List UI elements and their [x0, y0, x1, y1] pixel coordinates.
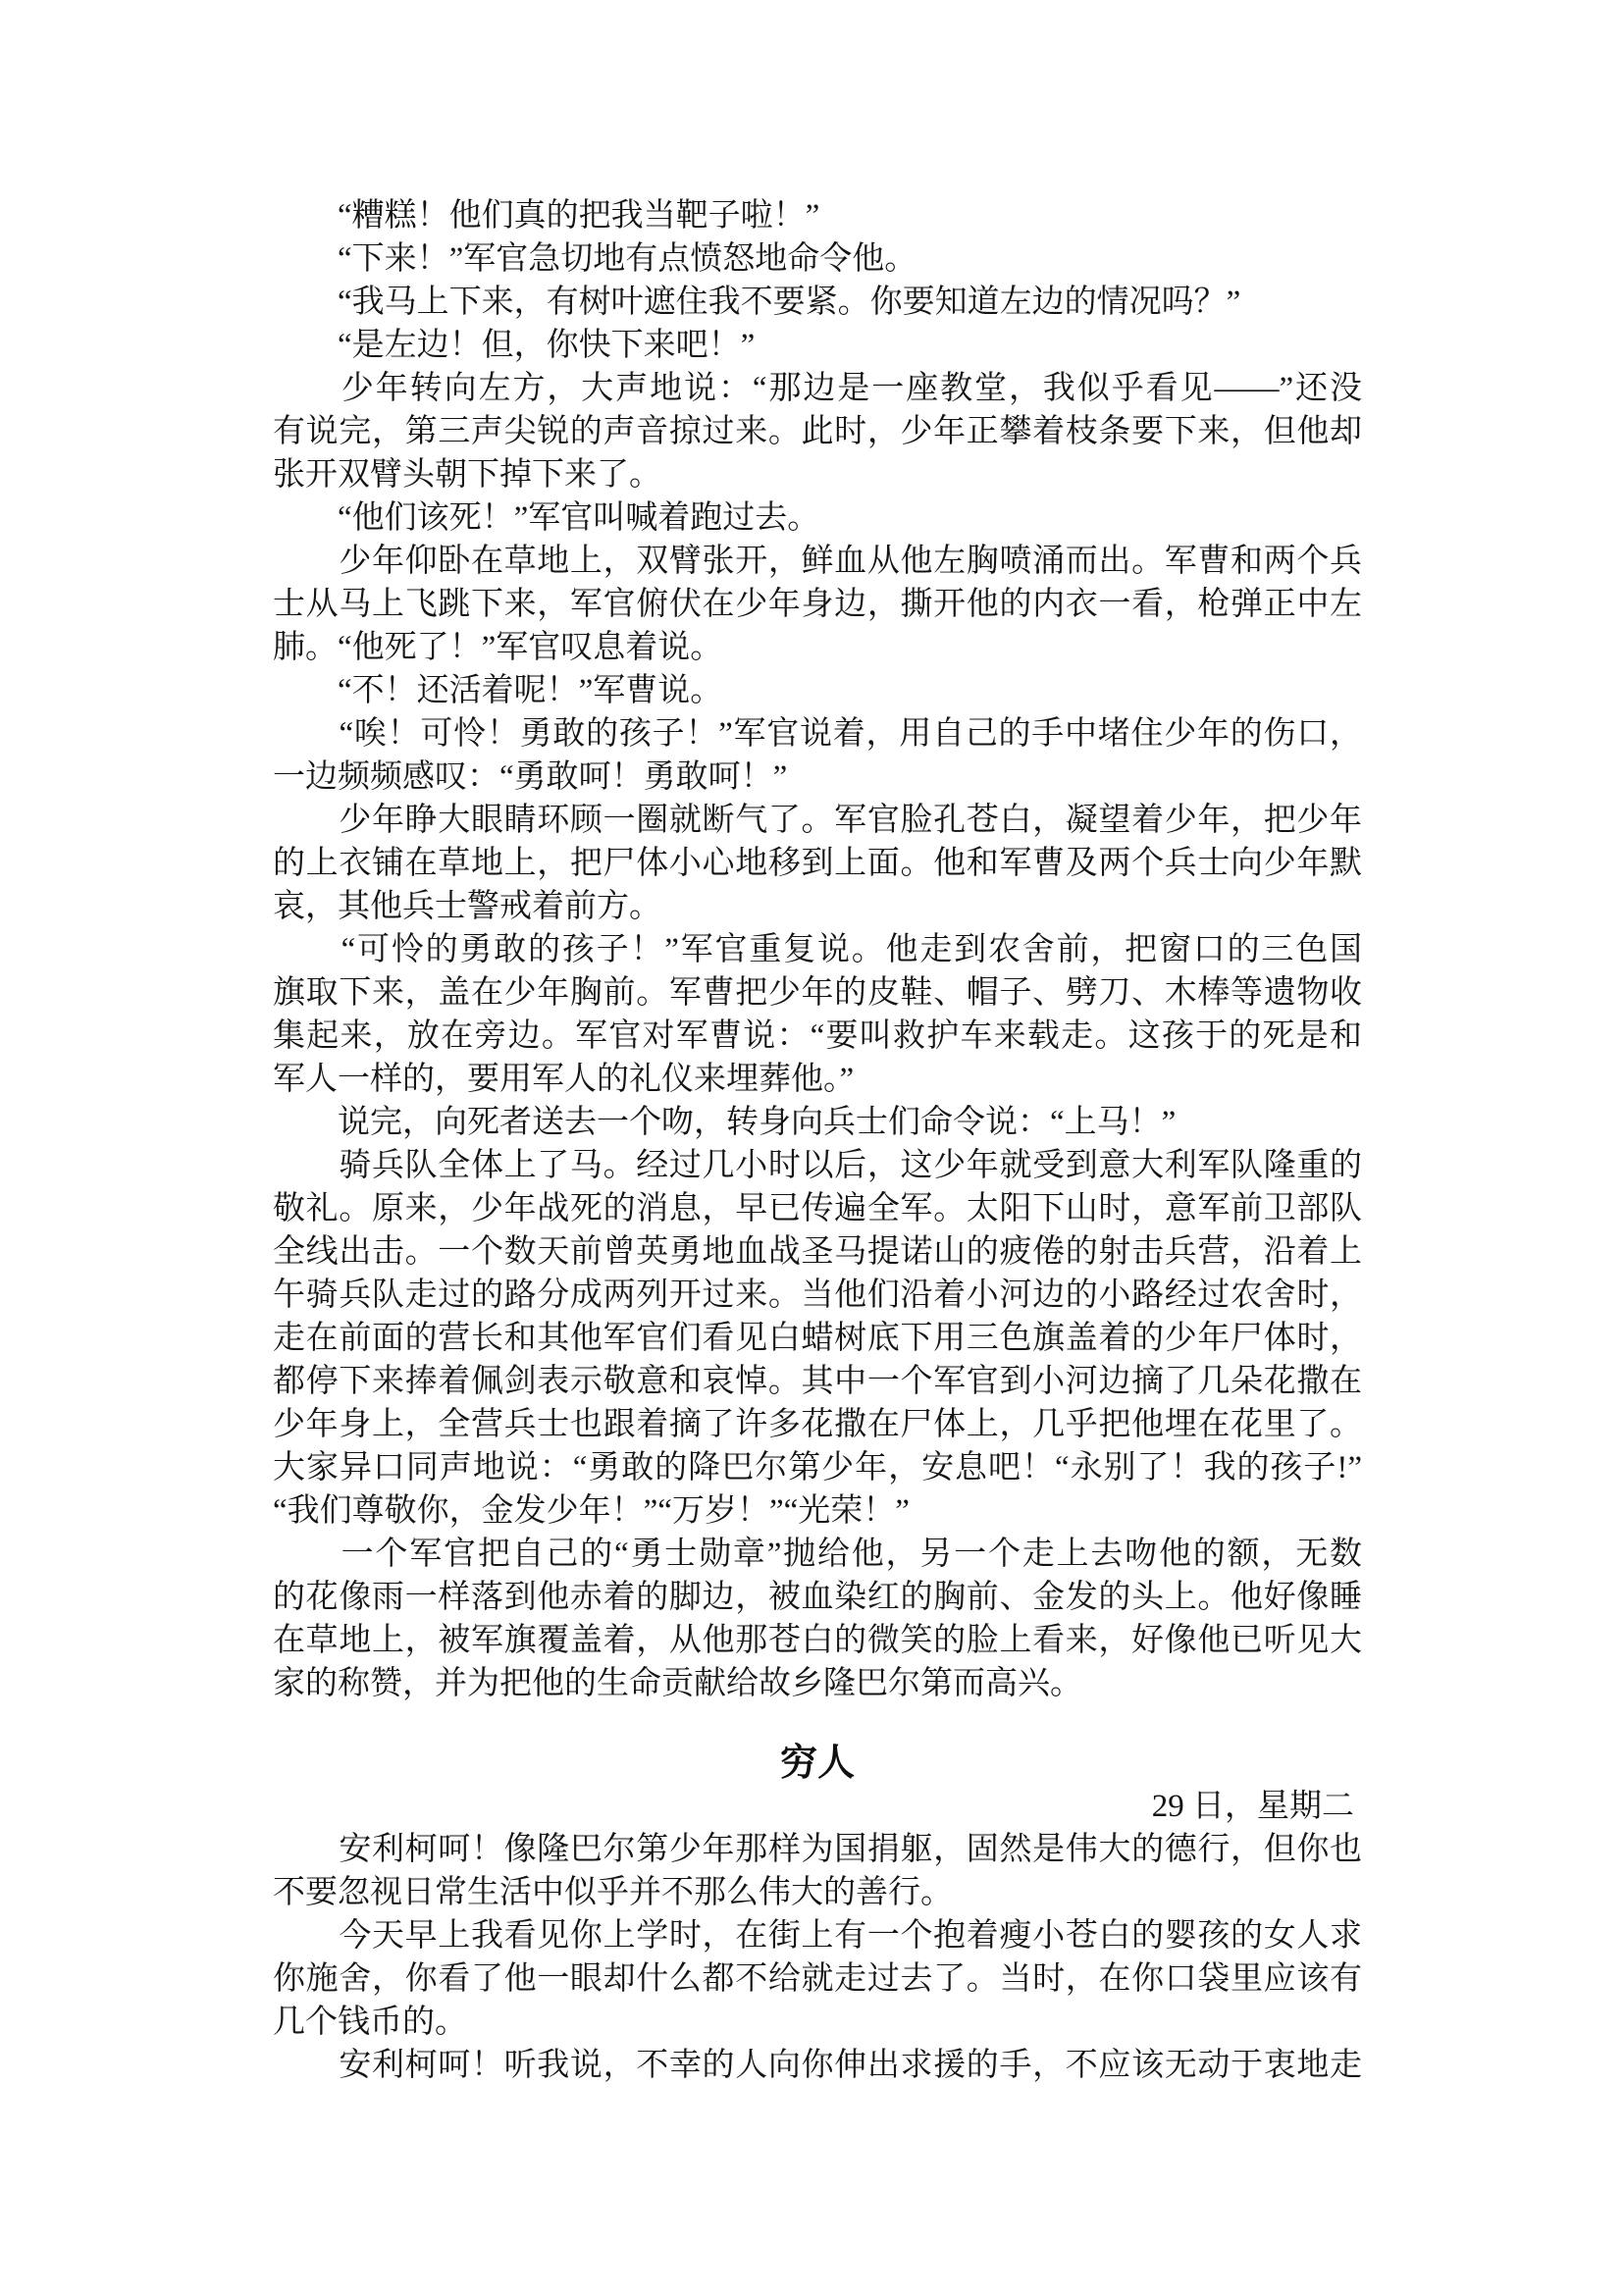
text-line: 一个军官把自己的“勇士勋章”抛给他，另一个走上去吻他的额，无数 [273, 1537, 1362, 1572]
text-line: 在草地上，被军旗覆盖着，从他那苍白的微笑的脸上看来，好像他已听见大 [273, 1623, 1362, 1658]
text-line: 你施舍，你看了他一眼却什么都不给就走过去了。当时，在你口袋里应该有 [273, 1961, 1362, 1997]
text-line: 敬礼。原来，少年战死的消息，早已传遍全军。太阳下山时，意军前卫部队 [273, 1191, 1362, 1226]
text-line: 少年身上，全营兵士也跟着摘了许多花撒在尸体上，几乎把他埋在花里了。 [273, 1407, 1362, 1442]
text-line: 今天早上我看见你上学时，在街上有一个抱着瘦小苍白的婴孩的女人求 [273, 1918, 1362, 1954]
text-line: “他们该死！”军官叫喊着跑过去。 [273, 500, 820, 536]
text-line: “是左边！但，你快下来吧！” [273, 328, 756, 363]
text-line: 士从马上飞跳下来，军官俯伏在少年身边，撕开他的内衣一看，枪弹正中左 [273, 587, 1362, 622]
chapter-title: 穷人 [779, 1743, 855, 1784]
text-line: 有说完，第三声尖锐的声音掠过来。此时，少年正攀着枝条要下来，但他却 [273, 414, 1362, 449]
text-line: 集起来，放在旁边。军官对军曹说：“要叫救护车来载走。这孩于的死是和 [273, 1018, 1362, 1054]
text-line: “不！还活着呢！”军曹说。 [273, 673, 723, 708]
text-line: 哀，其他兵士警戒着前方。 [273, 889, 661, 924]
text-line: 军人一样的，要用军人的礼仪来埋葬他。” [273, 1062, 855, 1097]
story-end-section [273, 194, 1362, 1705]
text-line: 不要忽视日常生活中似乎并不那么伟大的善行。 [273, 1875, 953, 1910]
text-line: “唉！可怜！勇敢的孩子！”军官说着，用自己的手中堵住少年的伤口， [273, 716, 1362, 752]
text-line: 骑兵队全体上了马。经过几小时以后，这少年就受到意大利军队隆重的 [273, 1148, 1362, 1183]
text-line: 安利柯呵！听我说，不幸的人向你伸出求援的手，不应该无动于衷地走 [273, 2048, 1362, 2083]
text-block [273, 194, 1362, 2087]
text-line: 几个钱币的。 [273, 2005, 467, 2040]
text-line: 大家异口同声地说：“勇敢的降巴尔第少年，安息吧！“永别了！我的孩子!” [273, 1450, 1362, 1486]
text-line: “可怜的勇敢的孩子！”军官重复说。他走到农舍前，把窗口的三色国 [273, 932, 1362, 967]
text-line: 张开双臂头朝下掉下来了。 [273, 457, 661, 493]
text-line: 午骑兵队走过的路分成两列开过来。当他们沿着小河边的小路经过农舍时， [273, 1277, 1362, 1313]
text-line: “我们尊敬你，金发少年！”“万岁！”“光荣！” [273, 1493, 910, 1529]
poor-people-section [273, 1828, 1362, 2087]
text-line: 家的称赞，并为把他的生命贡献给故乡隆巴尔第而高兴。 [273, 1666, 1082, 1701]
text-line: 的花像雨一样落到他赤着的脚边，被血染红的胸前、金发的头上。他好像睡 [273, 1580, 1362, 1615]
text-line: 安利柯呵！像隆巴尔第少年那样为国捐躯，固然是伟大的德行，但你也 [273, 1832, 1362, 1867]
text-line: 少年睁大眼睛环顾一圈就断气了。军官脸孔苍白，凝望着少年，把少年 [273, 803, 1362, 838]
text-line: 说完，向死者送去一个吻，转身向兵士们命令说：“上马！” [273, 1105, 1177, 1140]
text-line: “我马上下来，有树叶遮住我不要紧。你要知道左边的情况吗？” [273, 285, 1241, 320]
text-line: 少年转向左方，大声地说：“那边是一座教堂，我似乎看见——”还没 [273, 371, 1362, 406]
text-line: “糟糕！他们真的把我当靶子啦！” [273, 198, 820, 234]
text-line: 一边频频感叹：“勇敢呵！勇敢呵！” [273, 759, 788, 795]
text-line: 都停下来捧着佩剑表示敬意和哀悼。其中一个军官到小河边摘了几朵花撒在 [273, 1364, 1362, 1399]
text-line: 全线出击。一个数天前曾英勇地血战圣马提诺山的疲倦的射击兵营，沿着上 [273, 1234, 1362, 1270]
text-line: 走在前面的营长和其他军官们看见白蜡树底下用三色旗盖着的少年尸体时， [273, 1321, 1362, 1356]
text-line: 旗取下来，盖在少年胸前。军曹把少年的皮鞋、帽子、劈刀、木棒等遗物收 [273, 975, 1362, 1011]
text-line: 肺。“他死了！”军官叹息着说。 [273, 630, 723, 665]
text-line: 少年仰卧在草地上，双臂张开，鲜血从他左胸喷涌而出。军曹和两个兵 [273, 544, 1362, 579]
dateline: 29 日，星期二 [1151, 1789, 1354, 1824]
text-line: 的上衣铺在草地上，把尸体小心地移到上面。他和军曹及两个兵士向少年默 [273, 846, 1362, 881]
text-line: “下来！”军官急切地有点愤怒地命令他。 [273, 241, 917, 277]
